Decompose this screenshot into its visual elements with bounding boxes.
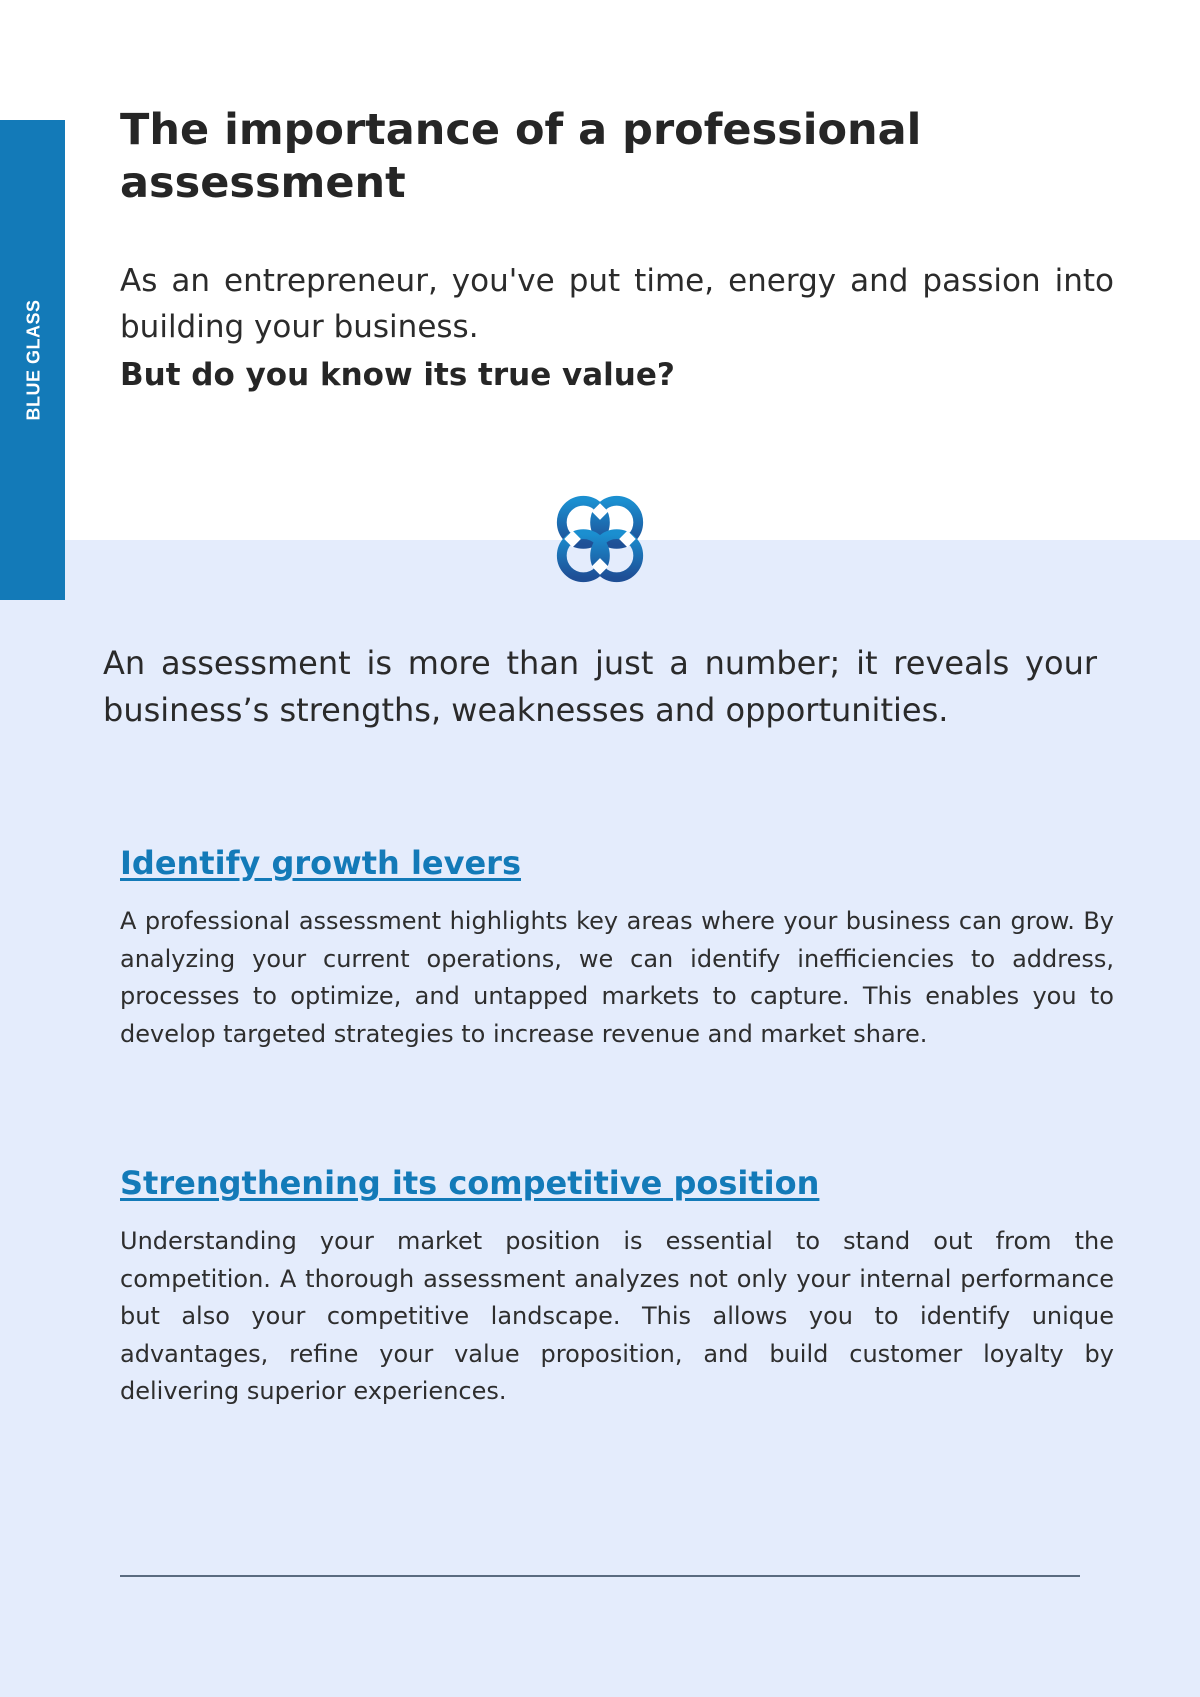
section-body-competitive-position: Understanding your market position is essential to stand out from the competition. A thorough assessment analyzes not only your internal performance but also your competitive landscape. This allows you to identify unique advantages, refine your value proposition, and build customer loyalty by delivering superior experiences. — [120, 1227, 1114, 1405]
section-body-growth-levers: A professional assessment highlights key areas where your business can grow. By analyzing your current operations, we can identify inefficiencies to address, processes to optimize, and untapped markets to capture. This enables you to develop targeted strategies to increase revenue and market share. — [120, 907, 1114, 1048]
section-heading-competitive-position: Strengthening its competitive position — [120, 1164, 820, 1202]
section-heading-growth-levers: Identify growth levers — [120, 844, 521, 882]
intro-question: But do you know its true value? — [120, 357, 675, 393]
page-title: The importance of a professional assessment — [120, 105, 922, 208]
key-statement: An assessment is more than just a number; it reveals your business’s strengths, weaknesses and opportunities. — [103, 644, 1097, 729]
interlocking-rings-logo-icon — [551, 490, 649, 588]
side-tab-label: BLUE GLASS — [23, 299, 44, 421]
intro-text: As an entrepreneur, you've put time, energy and passion into building your business. — [120, 263, 1114, 345]
footer-divider — [120, 1575, 1080, 1577]
